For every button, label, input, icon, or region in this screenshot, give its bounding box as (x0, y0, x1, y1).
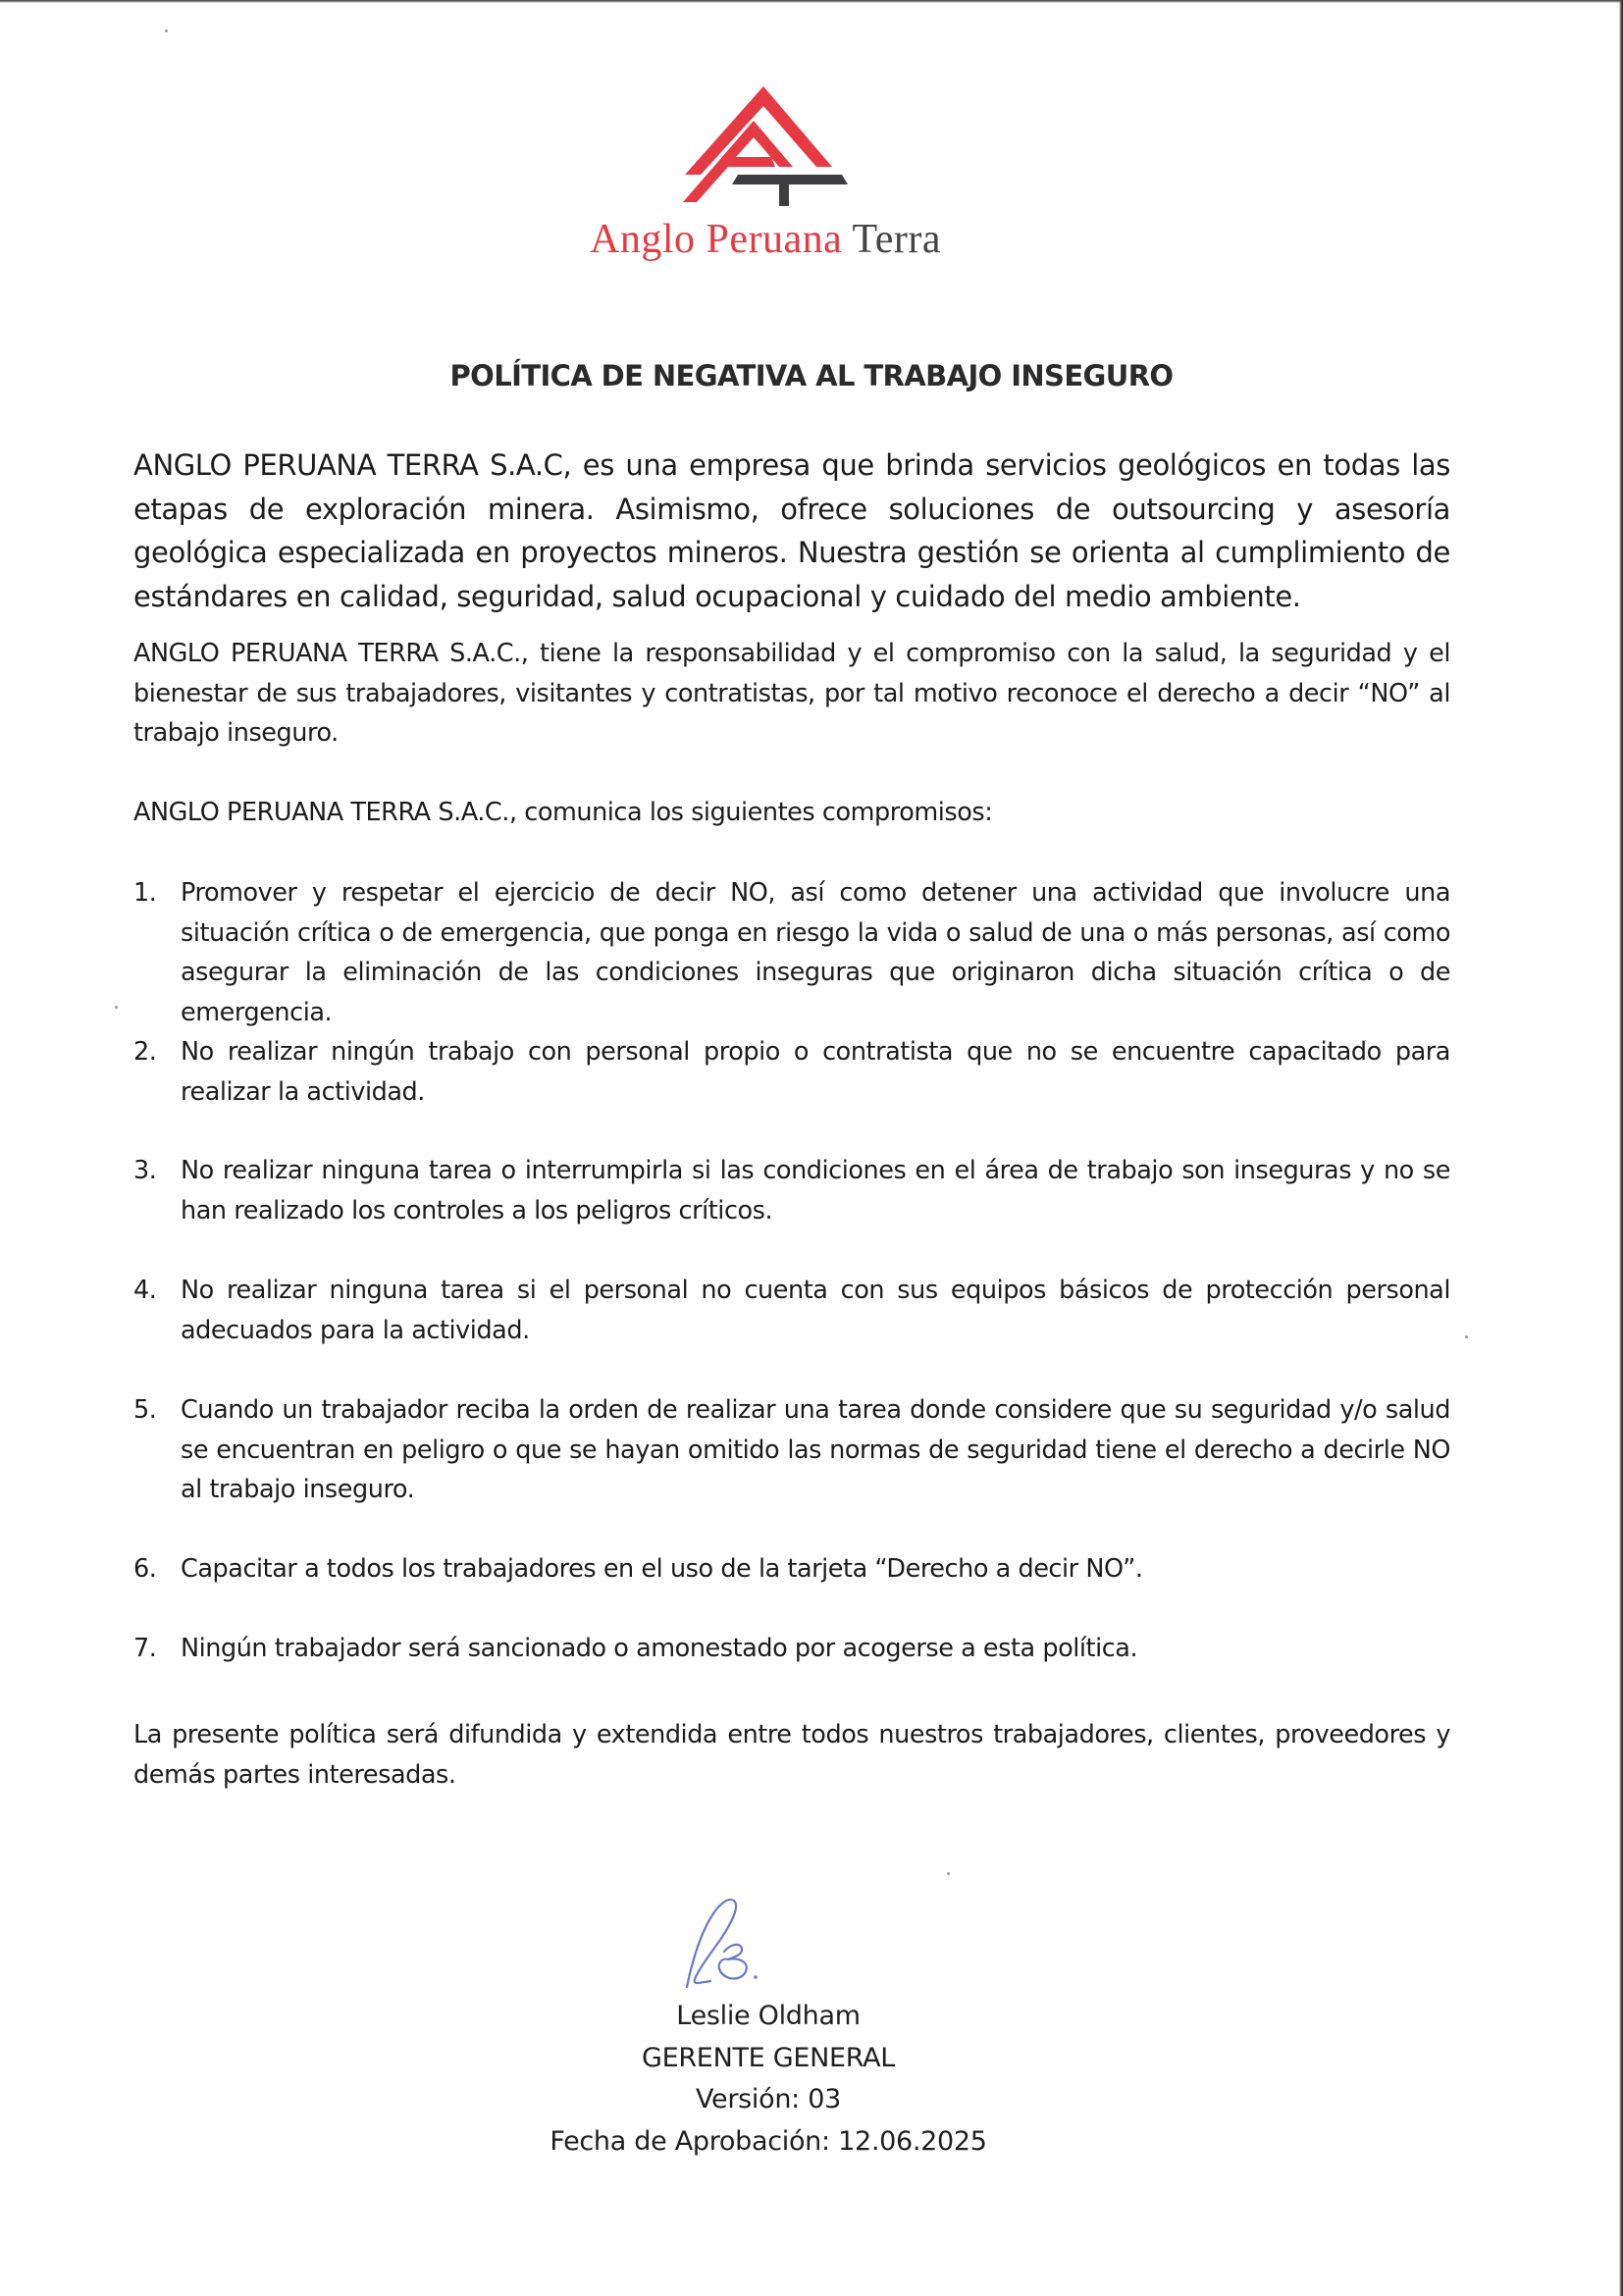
commitment-number: 6. (133, 1554, 157, 1584)
scan-edge-top (0, 0, 1623, 3)
commitment-item-5 (133, 1390, 1450, 1510)
closing-paragraph: La presente política será difundida y extendida entre todos nuestros trabajadores, clientes, proveedores y demás partes interesadas. (133, 1720, 1450, 1790)
commitment-text: Capacitar a todos los trabajadores en el uso de la tarjeta “Derecho a decir NO”. (181, 1554, 1143, 1584)
responsibility-paragraph: ANGLO PERUANA TERRA S.A.C., tiene la responsabilidad y el compromiso con la salud, la seguridad y el bienestar de sus trabajadores, visitantes y contratistas, por tal motivo reconoce el derecho a decir “NO” al trabajo inseguro. (133, 639, 1450, 748)
commitment-item-1 (133, 873, 1450, 1032)
commitment-item-4 (133, 1271, 1450, 1350)
commitment-number: 1. (133, 878, 157, 908)
signer-name: Leslie Oldham (676, 2001, 861, 2031)
commitments-intro: ANGLO PERUANA TERRA S.A.C., comunica los siguientes compromisos: (133, 798, 993, 827)
commitment-text: Ningún trabajador será sancionado o amonestado por acogerse a esta política. (181, 1634, 1138, 1663)
commitment-text: Cuando un trabajador reciba la orden de realizar una tarea donde considere que su seguridad y/o salud se encuentran en peligro o que se hayan omitido las normas de seguridad tiene el derecho a decirle NO al trabajo inseguro. (181, 1395, 1450, 1504)
scan-edge-right (1619, 0, 1623, 2296)
commitment-item-6 (133, 1549, 1450, 1590)
commitment-item-3 (133, 1151, 1450, 1230)
company-logo (530, 77, 1001, 273)
commitment-number: 7. (133, 1634, 157, 1663)
intro-paragraph: ANGLO PERUANA TERRA S.A.C, es una empresa que brinda servicios geológicos en todas las etapas de exploración minera. Asimismo, ofrece soluciones de outsourcing y asesoría geológica especializada en proyectos mineros. Nuestra gestión se orienta al cumplimiento de estándares en calidad, seguridad, salud ocupacional y cuidado del medio ambiente. (133, 448, 1450, 613)
scan-speck (947, 1872, 950, 1875)
company-name-part1: Anglo Peruana (589, 217, 843, 262)
signer-role: GERENTE GENERAL (641, 2042, 896, 2073)
scan-speck (1465, 1335, 1468, 1338)
commitment-number: 5. (133, 1395, 157, 1425)
document-title: POLÍTICA DE NEGATIVA AL TRABAJO INSEGURO (449, 359, 1174, 392)
commitment-number: 2. (133, 1037, 157, 1067)
commitment-text: No realizar ninguna tarea o interrumpirla si las condiciones en el área de trabajo son inseguras y no se han realizado los controles a los peligros críticos. (181, 1156, 1450, 1226)
scan-speck (165, 29, 168, 32)
scan-speck (115, 1006, 118, 1009)
company-name-part2: Terra (852, 217, 941, 262)
commitment-text: Promover y respetar el ejercicio de decir NO, así como detener una actividad que involucre una situación crítica o de emergencia, que ponga en riesgo la vida o salud de una o más personas, así como asegurar la eliminación de las condiciones inseguras que originaron dicha situación crítica o de emergencia. (181, 878, 1450, 1027)
commitment-item-2 (133, 1032, 1450, 1112)
handwritten-signature-icon (677, 1889, 795, 1997)
commitment-number: 3. (133, 1156, 157, 1185)
document-version: Versión: 03 (695, 2084, 842, 2114)
commitment-text: No realizar ningún trabajo con personal propio o contratista que no se encuentre capacitado para realizar la actividad. (181, 1037, 1450, 1107)
signature-block (0, 1996, 1537, 2163)
company-name (530, 216, 1001, 263)
logo-mark-icon (677, 77, 854, 214)
commitment-number: 4. (133, 1276, 157, 1305)
commitment-text: No realizar ninguna tarea si el personal no cuenta con sus equipos básicos de protección personal adecuados para la actividad. (181, 1276, 1450, 1345)
approval-date: Fecha de Aprobación: 12.06.2025 (550, 2125, 987, 2157)
commitment-item-7 (133, 1629, 1450, 1669)
